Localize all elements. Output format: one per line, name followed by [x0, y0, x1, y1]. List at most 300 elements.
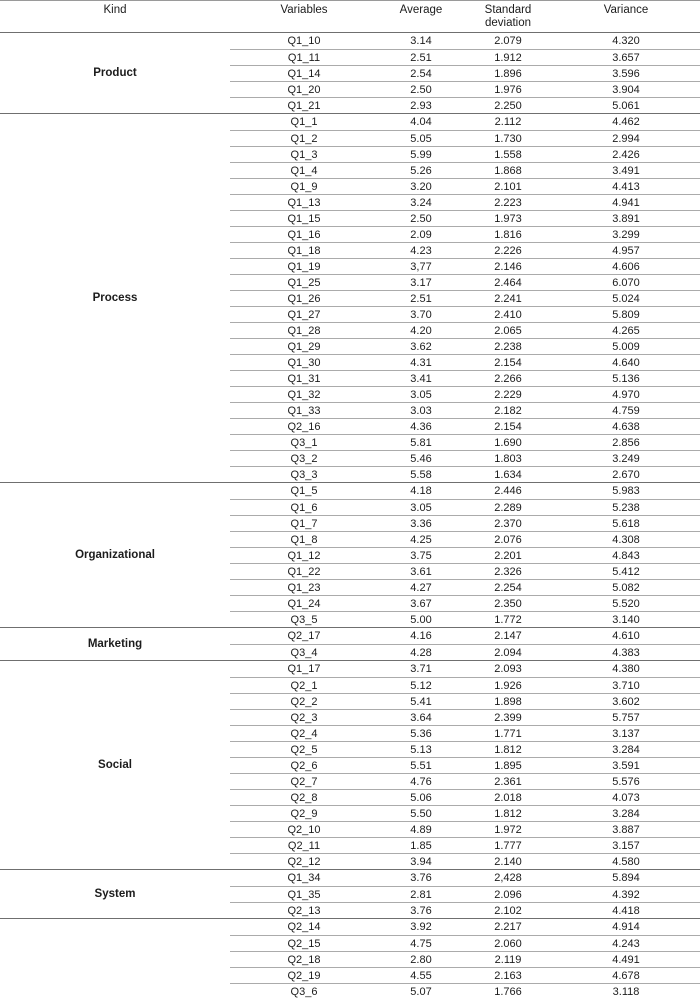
stddev-cell: 1.771	[494, 727, 522, 740]
variable-cell: Q1_13	[287, 196, 321, 209]
table-row	[230, 418, 700, 434]
variable-cell: Q2_2	[290, 695, 318, 708]
stddev-cell: 2.096	[494, 888, 522, 901]
variance-cell: 4.320	[612, 35, 640, 47]
stddev-cell: 2.201	[494, 549, 522, 562]
table-group	[0, 918, 700, 999]
variable-cell: Q1_6	[290, 501, 318, 514]
variance-cell: 5.136	[612, 372, 640, 385]
average-cell: 5.81	[410, 436, 432, 449]
table-row	[230, 146, 700, 162]
variance-cell: 3.591	[612, 759, 640, 772]
variable-cell: Q1_11	[287, 51, 321, 64]
variable-cell: Q1_4	[290, 164, 318, 177]
table-row	[230, 178, 700, 194]
variance-cell: 5.412	[612, 565, 640, 578]
header-kind: Kind	[103, 4, 127, 16]
average-cell: 4.23	[410, 244, 432, 257]
variable-cell: Q1_3	[290, 148, 318, 161]
variance-cell: 5.894	[612, 872, 640, 884]
table-row	[230, 902, 700, 918]
stddev-cell: 2.163	[494, 969, 522, 982]
variance-cell: 4.606	[612, 260, 640, 273]
variance-cell: 5.082	[612, 581, 640, 594]
stddev-cell: 1.895	[494, 759, 522, 772]
stddev-cell: 2.093	[494, 663, 522, 675]
stddev-cell: 2.326	[494, 565, 522, 578]
variable-cell: Q2_15	[287, 937, 321, 950]
variable-cell: Q1_32	[287, 388, 321, 401]
variance-cell: 2.994	[612, 132, 640, 145]
stddev-cell: 1.912	[494, 51, 522, 64]
average-cell: 2.51	[410, 292, 432, 305]
table-row	[230, 773, 700, 789]
average-cell: 5.51	[410, 759, 432, 772]
variable-cell: Q1_17	[287, 663, 321, 675]
variable-cell: Q2_19	[287, 969, 321, 982]
variable-cell: Q1_26	[287, 292, 321, 305]
table-row	[230, 274, 700, 290]
variable-cell: Q2_8	[290, 791, 318, 804]
table-row	[230, 434, 700, 450]
table-row	[230, 338, 700, 354]
variable-cell: Q2_18	[287, 953, 321, 966]
variable-cell: Q1_18	[287, 244, 321, 257]
table-row	[230, 354, 700, 370]
average-cell: 3.14	[410, 35, 432, 47]
average-cell: 5.50	[410, 807, 432, 820]
variable-cell: Q1_28	[287, 324, 321, 337]
table-row	[230, 210, 700, 226]
kind-label: Social	[98, 759, 132, 771]
variable-cell: Q1_16	[287, 228, 321, 241]
average-cell: 3.62	[410, 340, 432, 353]
table-row	[230, 644, 700, 660]
average-cell: 4.04	[410, 116, 432, 128]
table-header-row	[0, 1, 700, 32]
table-row	[230, 242, 700, 258]
average-cell: 5.46	[410, 452, 432, 465]
table-row	[230, 49, 700, 65]
variance-cell: 5.238	[612, 501, 640, 514]
average-cell: 5.00	[410, 613, 432, 626]
table-row	[230, 322, 700, 338]
table-row	[230, 466, 700, 482]
variable-cell: Q3_4	[290, 646, 318, 659]
average-cell: 3.17	[410, 276, 432, 289]
average-cell: 5.26	[410, 164, 432, 177]
stddev-cell: 2.410	[494, 308, 522, 321]
stddev-cell: 2.076	[494, 533, 522, 546]
stddev-cell: 2.399	[494, 711, 522, 724]
table-row	[230, 837, 700, 853]
variance-cell: 4.462	[612, 116, 640, 128]
stddev-cell: 2.094	[494, 646, 522, 659]
table-row	[230, 725, 700, 741]
stddev-cell: 1.812	[494, 743, 522, 756]
table-row	[230, 499, 700, 515]
average-cell: 3.94	[410, 855, 432, 868]
average-cell: 4.31	[410, 356, 432, 369]
table-group	[0, 869, 700, 918]
variance-cell: 4.491	[612, 953, 640, 966]
variance-cell: 4.243	[612, 937, 640, 950]
kind-label	[0, 919, 230, 999]
table-row	[230, 162, 700, 178]
stddev-cell: 1.634	[494, 468, 522, 481]
variance-cell: 4.392	[612, 888, 640, 901]
variance-cell: 3.137	[612, 727, 640, 740]
stddev-cell: 2.079	[494, 35, 522, 47]
variable-cell: Q1_35	[287, 888, 321, 901]
kind-label: Product	[93, 67, 137, 79]
stddev-cell: 1.926	[494, 679, 522, 692]
average-cell: 2.54	[410, 67, 432, 80]
variance-cell: 4.678	[612, 969, 640, 982]
stddev-cell: 2.065	[494, 324, 522, 337]
average-cell: 5.12	[410, 679, 432, 692]
stddev-cell: 2.464	[494, 276, 522, 289]
stddev-cell: 1.558	[494, 148, 522, 161]
variable-cell: Q2_14	[287, 921, 321, 933]
variance-cell: 4.265	[612, 324, 640, 337]
stddev-cell: 1.973	[494, 212, 522, 225]
table-row	[230, 951, 700, 967]
variance-cell: 4.580	[612, 855, 640, 868]
stddev-cell: 2.370	[494, 517, 522, 530]
average-cell: 4.27	[410, 581, 432, 594]
table-row	[230, 370, 700, 386]
variable-cell: Q2_1	[290, 679, 318, 692]
variable-cell: Q1_24	[287, 597, 321, 610]
variance-cell: 5.061	[612, 99, 640, 112]
variance-cell: 5.576	[612, 775, 640, 788]
table-row	[230, 741, 700, 757]
average-cell: 3.75	[410, 549, 432, 562]
variance-cell: 3.118	[612, 985, 640, 998]
stddev-cell: 2.102	[494, 904, 522, 917]
variance-cell: 3.887	[612, 823, 640, 836]
variable-cell: Q3_5	[290, 613, 318, 626]
variance-cell: 2.856	[612, 436, 640, 449]
header-variance: Variance	[603, 4, 649, 16]
variance-cell: 4.843	[612, 549, 640, 562]
stddev-cell: 1.803	[494, 452, 522, 465]
variable-cell: Q1_15	[287, 212, 321, 225]
average-cell: 3.64	[410, 711, 432, 724]
stddev-cell: 1.772	[494, 613, 522, 626]
stddev-cell: 2.241	[494, 292, 522, 305]
table-row	[230, 870, 700, 886]
stddev-cell: 2.101	[494, 180, 522, 193]
table-row	[230, 628, 700, 644]
stddev-cell: 2.147	[494, 630, 522, 642]
variable-cell: Q1_10	[287, 35, 321, 47]
kind-label: Marketing	[87, 638, 143, 650]
variable-cell: Q1_33	[287, 404, 321, 417]
variance-cell: 4.914	[612, 921, 640, 933]
table-row	[230, 194, 700, 210]
table-row	[230, 81, 700, 97]
variable-cell: Q1_30	[287, 356, 321, 369]
variance-cell: 3.299	[612, 228, 640, 241]
variance-cell: 3.491	[612, 164, 640, 177]
table-row	[230, 114, 700, 130]
table-row	[230, 402, 700, 418]
average-cell: 4.28	[410, 646, 432, 659]
stddev-cell: 2.119	[494, 953, 522, 966]
table-row	[230, 611, 700, 627]
table-row	[230, 805, 700, 821]
table-row	[230, 515, 700, 531]
variance-cell: 4.308	[612, 533, 640, 546]
variable-cell: Q1_27	[287, 308, 321, 321]
table-body	[0, 32, 700, 999]
table-row	[230, 757, 700, 773]
stddev-cell: 2.112	[494, 116, 522, 128]
table-row	[230, 967, 700, 983]
stddev-cell: 2.254	[494, 581, 522, 594]
variable-cell: Q2_4	[290, 727, 318, 740]
stddev-cell: 2.229	[494, 388, 522, 401]
average-cell: 5.41	[410, 695, 432, 708]
variable-cell: Q2_10	[287, 823, 321, 836]
variable-cell: Q1_31	[287, 372, 321, 385]
stddev-cell: 1.976	[494, 83, 522, 96]
variance-cell: 4.413	[612, 180, 640, 193]
average-cell: 4.25	[410, 533, 432, 546]
stddev-cell: 2.018	[494, 791, 522, 804]
table-row	[230, 531, 700, 547]
average-cell: 5.36	[410, 727, 432, 740]
stddev-cell: 1.816	[494, 228, 522, 241]
average-cell: 1.85	[410, 839, 432, 852]
variable-cell: Q2_13	[287, 904, 321, 917]
variable-cell: Q1_23	[287, 581, 321, 594]
header-variables: Variables	[280, 4, 328, 16]
variance-cell: 2.426	[612, 148, 640, 161]
average-cell: 4.20	[410, 324, 432, 337]
variable-cell: Q2_16	[287, 420, 321, 433]
stddev-cell: 1.812	[494, 807, 522, 820]
variable-cell: Q1_34	[287, 872, 321, 884]
table-row	[230, 563, 700, 579]
table-row	[230, 919, 700, 935]
average-cell: 2.50	[410, 83, 432, 96]
average-cell: 5.05	[410, 132, 432, 145]
variable-cell: Q2_17	[287, 630, 321, 642]
stddev-cell: 1.972	[494, 823, 522, 836]
average-cell: 5.07	[410, 985, 432, 998]
variance-cell: 3.710	[612, 679, 640, 692]
stddev-cell: 2.446	[494, 485, 522, 497]
table-row	[230, 595, 700, 611]
stddev-cell: 2.154	[494, 356, 522, 369]
variable-cell: Q2_11	[287, 839, 321, 852]
variable-cell: Q3_2	[290, 452, 318, 465]
variable-cell: Q3_3	[290, 468, 318, 481]
variable-cell: Q2_12	[287, 855, 321, 868]
stddev-cell: 2.146	[494, 260, 522, 273]
table-row	[230, 33, 700, 49]
stddev-cell: 1.730	[494, 132, 522, 145]
average-cell: 2.09	[410, 228, 432, 241]
average-cell: 3.36	[410, 517, 432, 530]
stddev-cell: 2.182	[494, 404, 522, 417]
average-cell: 3.70	[410, 308, 432, 321]
variable-cell: Q1_8	[290, 533, 318, 546]
stddev-cell: 2.250	[494, 99, 522, 112]
variable-cell: Q1_14	[287, 67, 321, 80]
table-row	[230, 258, 700, 274]
table-row	[230, 983, 700, 999]
average-cell: 5.99	[410, 148, 432, 161]
variable-cell: Q1_7	[290, 517, 318, 530]
stddev-cell: 1.690	[494, 436, 522, 449]
average-cell: 3.71	[410, 663, 432, 675]
variance-cell: 5.024	[612, 292, 640, 305]
table-row	[230, 693, 700, 709]
stddev-cell: 1.766	[494, 985, 522, 998]
variable-cell: Q2_9	[290, 807, 318, 820]
table-row	[230, 290, 700, 306]
table-row	[230, 97, 700, 113]
variable-cell: Q1_20	[287, 83, 321, 96]
variance-cell: 4.610	[612, 630, 640, 642]
stddev-cell: 1.777	[494, 839, 522, 852]
table-group	[0, 660, 700, 869]
variable-cell: Q3_1	[290, 436, 318, 449]
kind-label: Organizational	[75, 549, 155, 561]
variance-cell: 3.157	[612, 839, 640, 852]
variance-cell: 3.596	[612, 67, 640, 80]
table-row	[230, 935, 700, 951]
stddev-cell: 2.350	[494, 597, 522, 610]
variance-cell: 4.073	[612, 791, 640, 804]
stddev-cell: 1.898	[494, 695, 522, 708]
table-row	[230, 306, 700, 322]
average-cell: 2.81	[410, 888, 432, 901]
average-cell: 3.24	[410, 196, 432, 209]
table-group	[0, 482, 700, 627]
variance-cell: 3.904	[612, 83, 640, 96]
table-row	[230, 709, 700, 725]
variable-cell: Q1_29	[287, 340, 321, 353]
variance-cell: 3.657	[612, 51, 640, 64]
header-standard-deviation: Standard deviation	[484, 4, 532, 30]
average-cell: 5.06	[410, 791, 432, 804]
average-cell: 4.75	[410, 937, 432, 950]
average-cell: 2.51	[410, 51, 432, 64]
average-cell: 4.16	[410, 630, 432, 642]
average-cell: 4.55	[410, 969, 432, 982]
variance-cell: 3.249	[612, 452, 640, 465]
average-cell: 4.89	[410, 823, 432, 836]
average-cell: 3.67	[410, 597, 432, 610]
kind-label: Process	[92, 292, 138, 304]
table-row	[230, 579, 700, 595]
stddev-cell: 1.896	[494, 67, 522, 80]
stddev-cell: 2.266	[494, 372, 522, 385]
stddev-cell: 2.289	[494, 501, 522, 514]
average-cell: 3.76	[410, 872, 432, 884]
average-cell: 4.76	[410, 775, 432, 788]
variance-cell: 3.891	[612, 212, 640, 225]
table-row	[230, 226, 700, 242]
variance-cell: 4.941	[612, 196, 640, 209]
stddev-cell: 2.223	[494, 196, 522, 209]
variance-cell: 5.520	[612, 597, 640, 610]
average-cell: 3.92	[410, 921, 432, 933]
table-row	[230, 386, 700, 402]
stddev-cell: 2,428	[494, 872, 522, 884]
variance-cell: 4.970	[612, 388, 640, 401]
variance-cell: 4.640	[612, 356, 640, 369]
average-cell: 3.03	[410, 404, 432, 417]
average-cell: 5.13	[410, 743, 432, 756]
table-row	[230, 886, 700, 902]
variable-cell: Q1_1	[290, 116, 318, 128]
variable-cell: Q1_19	[287, 260, 321, 273]
variance-cell: 5.009	[612, 340, 640, 353]
average-cell: 4.18	[410, 485, 432, 497]
stddev-cell: 2.060	[494, 937, 522, 950]
variance-cell: 6.070	[612, 276, 640, 289]
table-row	[230, 677, 700, 693]
variance-cell: 5.809	[612, 308, 640, 321]
average-cell: 2.80	[410, 953, 432, 966]
variance-cell: 2.670	[612, 468, 640, 481]
stddev-cell: 1.868	[494, 164, 522, 177]
variable-cell: Q2_5	[290, 743, 318, 756]
average-cell: 3.41	[410, 372, 432, 385]
table-row	[230, 65, 700, 81]
variance-cell: 4.383	[612, 646, 640, 659]
variable-cell: Q1_9	[290, 180, 318, 193]
variable-cell: Q2_6	[290, 759, 318, 772]
average-cell: 3,77	[410, 260, 432, 273]
table-row	[230, 853, 700, 869]
average-cell: 3.61	[410, 565, 432, 578]
variance-cell: 4.957	[612, 244, 640, 257]
variance-cell: 3.140	[612, 613, 640, 626]
table-row	[230, 661, 700, 677]
variable-cell: Q1_5	[290, 485, 318, 497]
average-cell: 3.05	[410, 388, 432, 401]
average-cell: 5.58	[410, 468, 432, 481]
variable-cell: Q1_2	[290, 132, 318, 145]
stddev-cell: 2.217	[494, 921, 522, 933]
stddev-cell: 2.154	[494, 420, 522, 433]
variable-cell: Q1_25	[287, 276, 321, 289]
average-cell: 3.76	[410, 904, 432, 917]
header-average: Average	[399, 4, 443, 16]
variance-cell: 4.418	[612, 904, 640, 917]
variance-cell: 3.284	[612, 807, 640, 820]
variable-cell: Q2_7	[290, 775, 318, 788]
average-cell: 4.36	[410, 420, 432, 433]
variable-cell: Q2_3	[290, 711, 318, 724]
variance-cell: 3.284	[612, 743, 640, 756]
kind-label: System	[94, 888, 136, 900]
stddev-cell: 2.226	[494, 244, 522, 257]
average-cell: 3.20	[410, 180, 432, 193]
stddev-cell: 2.140	[494, 855, 522, 868]
average-cell: 2.93	[410, 99, 432, 112]
average-cell: 3.05	[410, 501, 432, 514]
table-row	[230, 130, 700, 146]
variance-cell: 5.983	[612, 485, 640, 497]
